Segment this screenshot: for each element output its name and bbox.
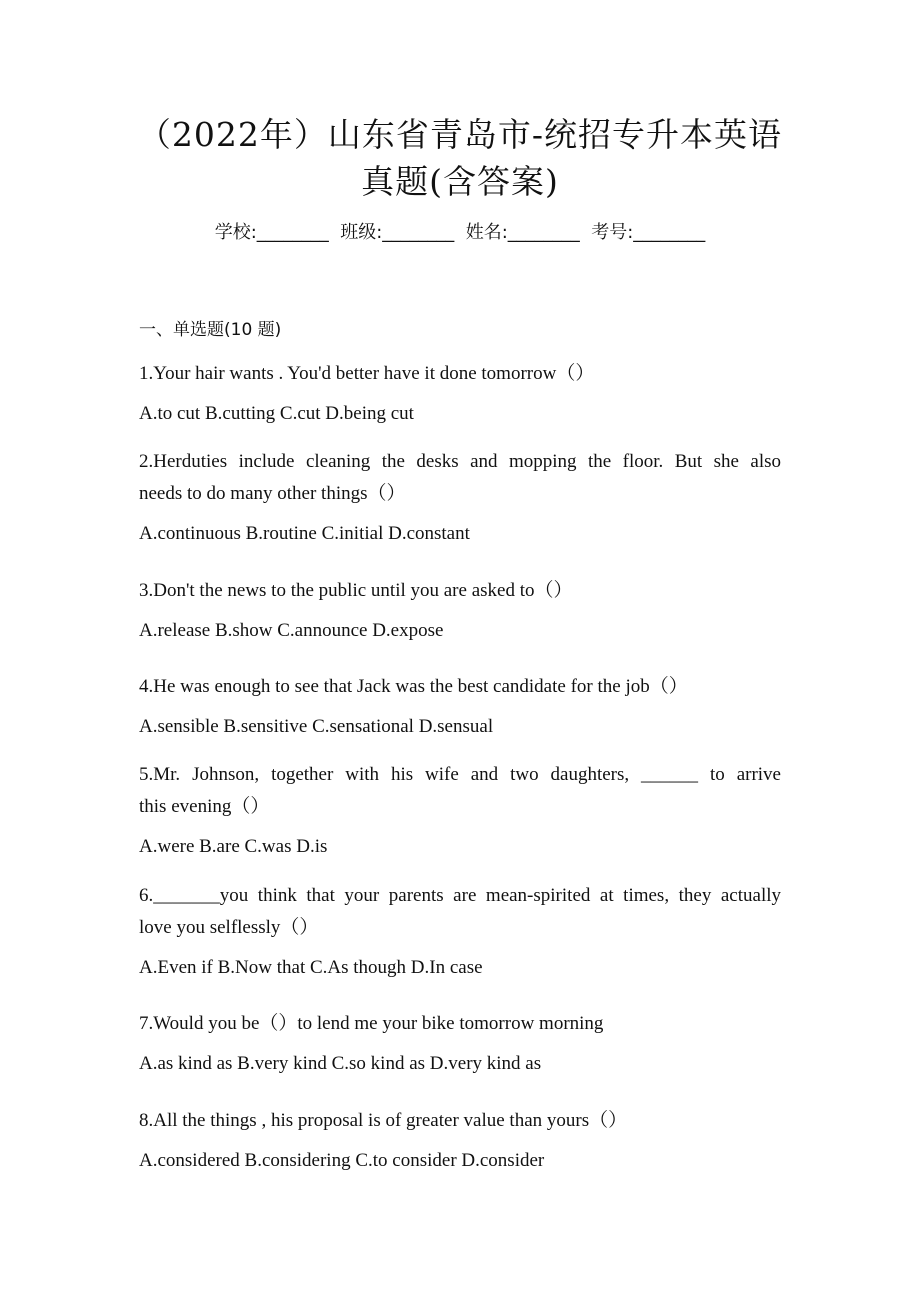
document-title-line-2: 真题(含答案) <box>361 162 559 201</box>
question-5-text-cont: this evening（） <box>139 796 270 817</box>
document-title-line-1: （2022年）山东省青岛市-统招专升本英语 <box>137 115 783 154</box>
question-6-text-cont: love you selflessly（） <box>139 917 319 938</box>
question-7-options: A.as kind as B.very kind C.so kind as D.very kind as <box>139 1053 542 1074</box>
question-8-text: 8.All the things , his proposal is of greater value than yours（） <box>139 1110 628 1131</box>
student-info-line: 学校:________ 班级:________ 姓名:________ 考号:________ <box>214 222 706 243</box>
question-2-options: A.continuous B.routine C.initial D.constant <box>139 523 470 544</box>
question-1-options: A.to cut B.cutting C.cut D.being cut <box>139 403 414 424</box>
question-2-text-cont: needs to do many other things（） <box>139 483 406 504</box>
question-6-text: 6._______you think that your parents are mean-spirited at times, they actually <box>139 885 781 906</box>
question-5-options: A.were B.are C.was D.is <box>139 836 328 857</box>
question-3-text: 3.Don't the news to the public until you are asked to（） <box>139 580 573 601</box>
question-7-text: 7.Would you be（）to lend me your bike tomorrow morning <box>139 1013 604 1034</box>
section-heading: 一、单选题(10 题) <box>139 320 282 340</box>
question-1-text: 1.Your hair wants . You'd better have it done tomorrow（） <box>139 363 595 384</box>
question-6-options: A.Even if B.Now that C.As though D.In case <box>139 957 483 978</box>
question-4-text: 4.He was enough to see that Jack was the best candidate for the job（） <box>139 676 688 697</box>
question-8-options: A.considered B.considering C.to consider D.consider <box>139 1150 545 1171</box>
question-2-text: 2.Herduties include cleaning the desks and mopping the floor. But she also <box>139 451 781 472</box>
question-4-options: A.sensible B.sensitive C.sensational D.sensual <box>139 716 494 737</box>
question-5-text: 5.Mr. Johnson, together with his wife and two daughters, ______ to arrive <box>139 764 781 785</box>
question-3-options: A.release B.show C.announce D.expose <box>139 620 444 641</box>
